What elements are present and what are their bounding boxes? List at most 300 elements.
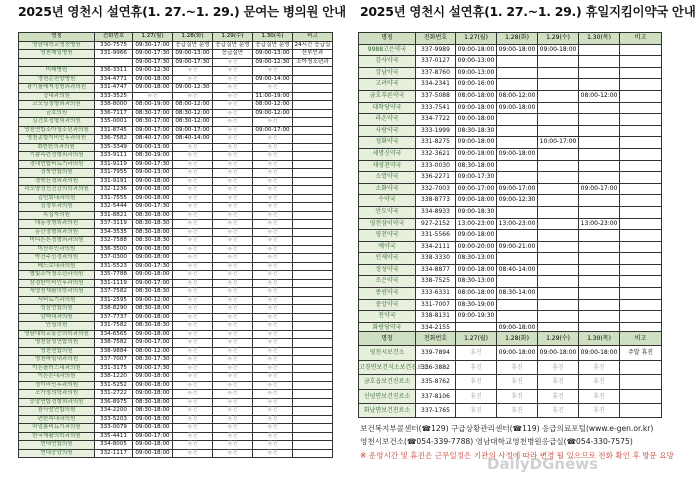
pharmacy-row (359, 125, 662, 137)
hospital-jan29-cell: 휴진 (213, 407, 253, 416)
hospital-name-cell: D현한의과의원 (19, 143, 95, 152)
hospital-row (19, 424, 333, 433)
hospital-note-cell (293, 135, 333, 144)
hospital-jan28-cell: 휴진 (173, 441, 213, 450)
hospital-jan30-cell: 휴진 (253, 220, 293, 229)
pharmacy-jan28-cell (497, 125, 538, 137)
hospital-jan28-cell: 휴진 (173, 237, 213, 246)
pharmacy-jan29-cell (538, 148, 579, 160)
hospital-phone-cell: 331-9966 (95, 50, 133, 59)
hospital-jan29-cell: 휴진 (213, 296, 253, 305)
hospital-phone-cell: 337-3119 (95, 220, 133, 229)
hospital-name-cell: 한국재활의학과의원 (19, 432, 95, 441)
hospital-jan29-cell: 휴진 (213, 220, 253, 229)
pharmacy-jan30-cell (579, 195, 620, 207)
hospital-row (19, 237, 333, 246)
pharmacy-table (358, 32, 662, 334)
health-center-jan29-cell: 휴진 (538, 360, 579, 374)
pharmacy-name-cell: 천약국 (359, 311, 416, 323)
pharmacy-jan29-cell (538, 102, 579, 114)
health-center-header-cell: 1.29(수) (538, 332, 579, 346)
hospital-jan29-cell: 휴진 (213, 126, 253, 135)
hospital-header-cell: 1.29(수) (213, 33, 253, 42)
hospital-rows (19, 41, 333, 458)
hospital-jan28-cell: 휴진 (173, 220, 213, 229)
hospital-jan30-cell: 휴진 (253, 373, 293, 382)
pharmacy-jan30-cell (579, 125, 620, 137)
pharmacy-jan28-cell: 08:00-12:00 (497, 90, 538, 102)
hospital-jan30-cell: 09:00-14:00 (253, 75, 293, 84)
pharmacy-name-cell: 성화약국 (359, 137, 416, 149)
health-center-header-cell: 1.28(화) (497, 332, 538, 346)
health-center-jan27-cell: 휴진 (456, 360, 497, 374)
hospital-phone-cell: 331-2722 (95, 390, 133, 399)
pharmacy-phone-cell: 337-0127 (416, 56, 456, 68)
hospital-note-cell: 산부인과 (293, 50, 333, 59)
pharmacy-row (359, 218, 662, 230)
hospital-row (19, 390, 333, 399)
hospital-jan28-cell: 휴진 (173, 143, 213, 152)
hospital-row (19, 203, 333, 212)
pharmacy-jan28-cell (497, 137, 538, 149)
hospital-name-cell: 코모닝정형외과의원 (19, 101, 95, 110)
hospital-jan30-cell: 휴진 (253, 203, 293, 212)
hospital-jan30-cell: 휴진 (253, 424, 293, 433)
hospital-phone-cell: 331-1119 (95, 279, 133, 288)
hospital-jan29-cell: 휴진 (213, 390, 253, 399)
hospital-jan29-cell: 휴진 (213, 92, 253, 101)
health-center-jan27-cell: 휴진 (456, 375, 497, 389)
hospital-jan29-cell: 휴진 (213, 254, 253, 263)
hospital-jan27-cell: 09:00-18:00 (133, 424, 173, 433)
hospital-note-cell (293, 373, 333, 382)
pharmacy-name-cell: 사랑약국 (359, 125, 416, 137)
health-center-row (359, 404, 662, 418)
hospital-jan28-cell: 휴진 (173, 432, 213, 441)
hospital-row (19, 84, 333, 93)
pharmacy-name-cell: 중앙약국 (359, 299, 416, 311)
pharmacy-jan28-cell: 09:00-18:00 (497, 322, 538, 334)
watermark: DailyDGnews (487, 455, 599, 473)
hospital-jan27-cell: 08:30-18:00 (133, 228, 173, 237)
hospital-phone-cell: 332-7588 (95, 237, 133, 246)
health-center-jan28-cell: 휴진 (497, 375, 538, 389)
hospital-jan28-cell: 휴진 (173, 152, 213, 161)
hospital-header-cell: 1.28(화) (173, 33, 213, 42)
hospital-note-cell (293, 364, 333, 373)
health-center-jan30-cell: 휴진 (579, 375, 620, 389)
pharmacy-header-cell: 비고 (620, 33, 662, 45)
hospital-jan27-cell: 09:00-18:00 (133, 177, 173, 186)
pharmacy-jan29-cell (538, 218, 579, 230)
pharmacy-row (359, 114, 662, 126)
pharmacy-jan29-cell (538, 276, 579, 288)
pharmacy-header-cell: 명칭 (359, 33, 416, 45)
hospital-jan27-cell: 08:30-18:00 (133, 407, 173, 416)
pharmacy-note-cell (620, 67, 662, 79)
hospital-jan28-cell: 휴진 (173, 415, 213, 424)
hospital-jan27-cell: 09:00-18:00 (133, 84, 173, 93)
pharmacy-name-cell: 소망약국 (359, 172, 416, 184)
pharmacy-phone-cell: 333-0030 (416, 160, 456, 172)
pharmacy-phone-cell: 332-3621 (416, 148, 456, 160)
health-center-header-row (359, 332, 662, 346)
hospital-jan28-cell: 08:00-12:00 (173, 101, 213, 110)
hospital-jan27-cell: 09:00-18:00 (133, 415, 173, 424)
hospital-note-cell (293, 441, 333, 450)
health-center-row (359, 389, 662, 403)
hospital-jan30-cell: 09:00-12:30 (253, 58, 293, 67)
pharmacy-jan30-cell (579, 288, 620, 300)
hospital-note-cell (293, 211, 333, 220)
hospital-name-cell: 대동정형외과의원 (19, 220, 95, 229)
hospital-jan29-cell: 휴진 (213, 75, 253, 84)
pharmacy-jan29-cell (538, 160, 579, 172)
hospital-phone-cell: 331-4747 (95, 84, 133, 93)
hospital-row (19, 177, 333, 186)
health-center-name-cell: 신녕면보건진료소 (359, 389, 416, 403)
health-center-header-cell: 전화번호 (416, 332, 456, 346)
hospital-name-cell: 조가정의학과의원 (19, 390, 95, 399)
pharmacy-row (359, 183, 662, 195)
hospital-row (19, 364, 333, 373)
pharmacy-row (359, 137, 662, 149)
hospital-jan28-cell: 휴진 (173, 211, 213, 220)
hospital-name-cell: 박건주신경과의원 (19, 254, 95, 263)
hospital-jan29-cell: 휴진 (213, 424, 253, 433)
hospital-jan28-cell: 08:30-12:00 (173, 109, 213, 118)
pharmacy-phone-cell: 333-1999 (416, 125, 456, 137)
hospital-jan27-cell: 09:30-17:00 (133, 41, 173, 50)
pharmacy-phone-cell: 337-5088 (416, 90, 456, 102)
hospital-header-cell: 명칭 (19, 33, 95, 42)
hospital-phone-cell: 333-9111 (95, 152, 133, 161)
hospital-jan30-cell: 휴진 (253, 186, 293, 195)
hospital-jan29-cell: 휴진 (213, 381, 253, 390)
hospital-jan30-cell: 휴진 (253, 237, 293, 246)
hospital-name-cell (19, 58, 95, 67)
hospital-phone-cell: 330-7575 (95, 41, 133, 50)
hospital-name-cell: 새영천재활의학과의원 (19, 288, 95, 297)
hospital-jan27-cell: 09:00-18:00 (133, 441, 173, 450)
hospital-name-cell: 기쁨목련정형외과의원 (19, 152, 95, 161)
hospital-note-cell (293, 92, 333, 101)
hospital-jan27-cell: 09:00-18:00 (133, 271, 173, 280)
pharmacy-jan28-cell (497, 253, 538, 265)
pharmacy-jan30-cell: 08:00-12:00 (579, 90, 620, 102)
hospital-header-cell: 1.27(월) (133, 33, 173, 42)
pharmacy-jan27-cell: 09:00-18:00 (456, 264, 497, 276)
hospital-name-cell: 김정부과의원 (19, 203, 95, 212)
pharmacy-phone-cell: 334-8933 (416, 206, 456, 218)
hospital-row (19, 330, 333, 339)
hospital-jan30-cell: 휴진 (253, 279, 293, 288)
pharmacy-jan30-cell (579, 253, 620, 265)
pharmacy-jan30-cell (579, 264, 620, 276)
hospital-row (19, 194, 333, 203)
hospital-jan28-cell: 휴진 (173, 194, 213, 203)
hospital-phone-cell: 336-7582 (95, 135, 133, 144)
health-center-phone-cell: 337-1765 (416, 404, 456, 418)
hospital-jan27-cell: 08:30-18:00 (133, 398, 173, 407)
hospital-jan28-cell: 휴진 (173, 398, 213, 407)
pharmacy-jan28-cell (497, 311, 538, 323)
hospital-name-cell: 영남대학교영천병원 (19, 41, 95, 50)
hospital-name-cell: 하얼봄비뇨기과의원 (19, 424, 95, 433)
hospital-jan27-cell: 휴진 (133, 92, 173, 101)
hospital-phone-cell: 331-2595 (95, 296, 133, 305)
pharmacy-phone-cell: 331-7007 (416, 299, 456, 311)
hospital-name-cell: 별빛소아청소년과의원 (19, 271, 95, 280)
pharmacy-note-cell (620, 241, 662, 253)
hospital-row (19, 211, 333, 220)
hospital-jan28-cell: 휴진 (173, 305, 213, 314)
pharmacy-row (359, 241, 662, 253)
health-center-header-cell: 1.30(목) (579, 332, 620, 346)
hospital-name-cell: 녹십자의원 (19, 211, 95, 220)
hospital-phone-cell: 335-7788 (95, 271, 133, 280)
pharmacy-phone-cell: 334-8877 (416, 264, 456, 276)
health-center-name-cell: 영천시보건소 (359, 346, 416, 360)
health-center-jan30-cell: 휴진 (579, 360, 620, 374)
hospital-header-cell: 비고 (293, 33, 333, 42)
hospital-name-cell: 미산부인과의원 (19, 245, 95, 254)
hospital-note-cell (293, 330, 333, 339)
pharmacy-note-cell (620, 125, 662, 137)
health-center-jan28-cell: 휴진 (497, 360, 538, 374)
hospital-row (19, 126, 333, 135)
pharmacy-jan28-cell: 09:00-12:30 (497, 195, 538, 207)
hospital-jan29-cell: 휴진 (213, 339, 253, 348)
hospital-header-cell: 전화번호 (95, 33, 133, 42)
pharmacy-phone-cell: 334-2111 (416, 241, 456, 253)
hospital-note-cell (293, 296, 333, 305)
pharmacy-jan27-cell: 09:00-18:00 (456, 44, 497, 56)
hospital-jan28-cell: 휴진 (173, 288, 213, 297)
pharmacy-row (359, 311, 662, 323)
health-center-jan29-cell: 휴진 (538, 404, 579, 418)
pharmacy-jan29-cell (538, 311, 579, 323)
hospital-name-cell: 김건호정형외과의원 (19, 118, 95, 127)
pharmacy-name-cell: 대학당약국 (359, 102, 416, 114)
hospital-phone-cell: 331-3175 (95, 364, 133, 373)
hospital-row (19, 228, 333, 237)
hospital-row (19, 288, 333, 297)
hospital-jan28-cell: 휴진 (173, 262, 213, 271)
hospital-name-cell: 미디튼튼정형외과의원 (19, 237, 95, 246)
hospital-jan27-cell: 08:30-18:30 (133, 288, 173, 297)
pharmacy-phone-cell: 331-8275 (416, 137, 456, 149)
hospital-note-cell (293, 305, 333, 314)
pharmacy-jan28-cell (497, 172, 538, 184)
pharmacy-row (359, 195, 662, 207)
hospital-note-cell (293, 220, 333, 229)
pharmacy-jan30-cell (579, 148, 620, 160)
pharmacy-jan30-cell (579, 137, 620, 149)
pharmacy-jan30-cell (579, 160, 620, 172)
hospital-phone-cell: 338-9884 (95, 347, 133, 356)
hospital-row (19, 160, 333, 169)
health-center-name-cell: 화남면보건진료소 (359, 404, 416, 418)
pharmacy-jan30-cell (579, 241, 620, 253)
hospital-row (19, 279, 333, 288)
health-center-header-cell: 명칭 (359, 332, 416, 346)
hospital-jan30-cell: 휴진 (253, 254, 293, 263)
pharmacy-jan29-cell (538, 264, 579, 276)
hospital-note-cell (293, 432, 333, 441)
hospital-jan29-cell: 휴진 (213, 288, 253, 297)
pharmacy-note-cell (620, 172, 662, 184)
pharmacy-jan27-cell: 08:00-18:00 (456, 90, 497, 102)
hospital-phone-cell: 332-1236 (95, 186, 133, 195)
hospital-jan29-cell: 휴진 (213, 441, 253, 450)
hospital-jan30-cell: 휴진 (253, 390, 293, 399)
hospital-jan30-cell: 휴진 (253, 441, 293, 450)
pharmacy-phone-cell: 332-7003 (416, 183, 456, 195)
hospital-row (19, 313, 333, 322)
hospital-jan27-cell: 08:00-19:00 (133, 101, 173, 110)
hospital-jan29-cell: 휴진 (213, 143, 253, 152)
hospital-name-cell: 삼백내과의원 (19, 313, 95, 322)
hospital-jan27-cell: 09:00-18:00 (133, 330, 173, 339)
hospital-table (18, 32, 333, 458)
hospital-note-cell (293, 339, 333, 348)
hospital-jan29-cell: 휴진 (213, 305, 253, 314)
pharmacy-header-cell: 전화번호 (416, 33, 456, 45)
hospital-jan30-cell: 휴진 (253, 143, 293, 152)
pharmacy-name-cell: 감사약국 (359, 56, 416, 68)
hospital-page-title: 2025년 영천시 설연휴(1. 27.~1. 29.) 문여는 병의원 안내 (18, 4, 346, 19)
hospital-jan28-cell: 휴진 (173, 330, 213, 339)
hospital-jan28-cell: 휴진 (173, 381, 213, 390)
hospital-row (19, 398, 333, 407)
health-center-jan27-cell: 휴진 (456, 346, 497, 360)
pharmacy-row (359, 172, 662, 184)
pharmacy-jan30-cell (579, 172, 620, 184)
hospital-note-cell (293, 84, 333, 93)
hospital-jan29-cell: 휴진 (213, 194, 253, 203)
hospital-jan27-cell: 08:30-17:00 (133, 118, 173, 127)
pharmacy-jan30-cell (579, 79, 620, 91)
hospital-name-cell: 경북연합의원 (19, 169, 95, 178)
pharmacy-jan29-cell (538, 114, 579, 126)
hospital-note-cell (293, 271, 333, 280)
hospital-jan30-cell: 휴진 (253, 152, 293, 161)
hospital-jan30-cell: 응급실만 운영 (253, 41, 293, 50)
pharmacy-header-cell: 1.28(화) (497, 33, 538, 45)
hospital-phone-cell: 338-1220 (95, 373, 133, 382)
hospital-note-cell (293, 415, 333, 424)
hospital-jan30-cell: 휴진 (253, 381, 293, 390)
hospital-phone-cell: 336-3311 (95, 67, 133, 76)
health-center-name-cell: 금호읍보건진료소 (359, 375, 416, 389)
hospital-row (19, 220, 333, 229)
hospital-jan29-cell: 휴진 (213, 118, 253, 127)
hospital-phone-cell: 332-5444 (95, 203, 133, 212)
pharmacy-row (359, 288, 662, 300)
pharmacy-jan28-cell: 09:00-18:00 (497, 148, 538, 160)
hospital-jan28-cell: 휴진 (173, 92, 213, 101)
hospital-jan29-cell: 휴진 (213, 211, 253, 220)
hospital-jan27-cell: 09:00-17:30 (133, 160, 173, 169)
hospital-jan29-cell: 휴진 (213, 84, 253, 93)
hospital-note-cell (293, 186, 333, 195)
hospital-jan28-cell: 휴진 (173, 356, 213, 365)
hospital-row (19, 67, 333, 76)
pharmacy-jan28-cell (497, 276, 538, 288)
hospital-row (19, 186, 333, 195)
hospital-row (19, 75, 333, 84)
health-center-jan29-cell: 09:00-18:00 (538, 346, 579, 360)
hospital-row (19, 356, 333, 365)
health-center-phone-cell: 336-3882 (416, 360, 456, 374)
hospital-jan28-cell: 휴진 (173, 245, 213, 254)
hospital-jan27-cell: 09:00-18:00 (133, 75, 173, 84)
pharmacy-jan29-cell (538, 172, 579, 184)
hospital-name-cell: 현대중앙의원 (19, 449, 95, 458)
hospital-jan28-cell: 휴진 (173, 313, 213, 322)
pharmacy-name-cell: 안도약국 (359, 206, 416, 218)
pharmacy-name-cell: 세명신약국 (359, 148, 416, 160)
hospital-jan29-cell: 휴진 (213, 432, 253, 441)
hospital-phone-cell: 331-7555 (95, 194, 133, 203)
hospital-jan30-cell: 휴진 (253, 305, 293, 314)
hospital-phone-cell: 336-8975 (95, 398, 133, 407)
hospital-jan27-cell: 08:00-12:00 (133, 347, 173, 356)
hospital-jan29-cell: 휴진 (213, 364, 253, 373)
hospital-jan28-cell: 휴진 (173, 160, 213, 169)
hospital-name-cell: 금호의원 (19, 109, 95, 118)
pharmacy-note-cell (620, 195, 662, 207)
pharmacy-phone-cell: 337-8760 (416, 67, 456, 79)
hospital-row (19, 322, 333, 331)
hospital-jan27-cell: 08:40-17:00 (133, 135, 173, 144)
hospital-row (19, 50, 333, 59)
pharmacy-jan30-cell (579, 276, 620, 288)
hospital-phone-cell: 331-8745 (95, 126, 133, 135)
hospital-jan29-cell: 휴진 (213, 101, 253, 110)
hospital-jan27-cell: 08:30-19:00 (133, 152, 173, 161)
pharmacy-jan29-cell (538, 56, 579, 68)
pharmacy-jan30-cell (579, 114, 620, 126)
hospital-row (19, 347, 333, 356)
pharmacy-jan28-cell: 09:00-18:00 (497, 44, 538, 56)
hospital-name-cell: 영남대학교통증의학과의원 (19, 330, 95, 339)
pharmacy-jan29-cell (538, 183, 579, 195)
hospital-jan27-cell: 09:00-18:00 (133, 313, 173, 322)
hospital-jan29-cell: 휴진 (213, 356, 253, 365)
hospital-header-cell: 1.30(목) (253, 33, 293, 42)
hospital-jan28-cell: 휴진 (173, 254, 213, 263)
pharmacy-jan27-cell: 09:00-20:00 (456, 241, 497, 253)
hospital-jan28-cell: 휴진 (173, 75, 213, 84)
pharmacy-jan27-cell: 09:00-18:00 (456, 148, 497, 160)
pharmacy-name-cell: 고려약국 (359, 79, 416, 91)
hospital-note-cell (293, 262, 333, 271)
hospital-phone-cell: 334-3535 (95, 228, 133, 237)
hospital-jan27-cell: 08:30-18:30 (133, 220, 173, 229)
hospital-note-cell: 소아청소년과 (293, 58, 333, 67)
pharmacy-phone-cell: 334-2155 (416, 322, 456, 334)
hospital-jan27-cell: 09:00-17:30 (133, 58, 173, 67)
hospital-note-cell (293, 424, 333, 433)
hospital-jan27-cell: 09:00-18:00 (133, 194, 173, 203)
hospital-jan28-cell: 휴진 (173, 347, 213, 356)
pharmacy-row (359, 67, 662, 79)
hospital-jan28-cell: 09:00-17:00 (173, 126, 213, 135)
hospital-jan27-cell: 09:00-18:00 (133, 449, 173, 458)
hospital-row (19, 41, 333, 50)
